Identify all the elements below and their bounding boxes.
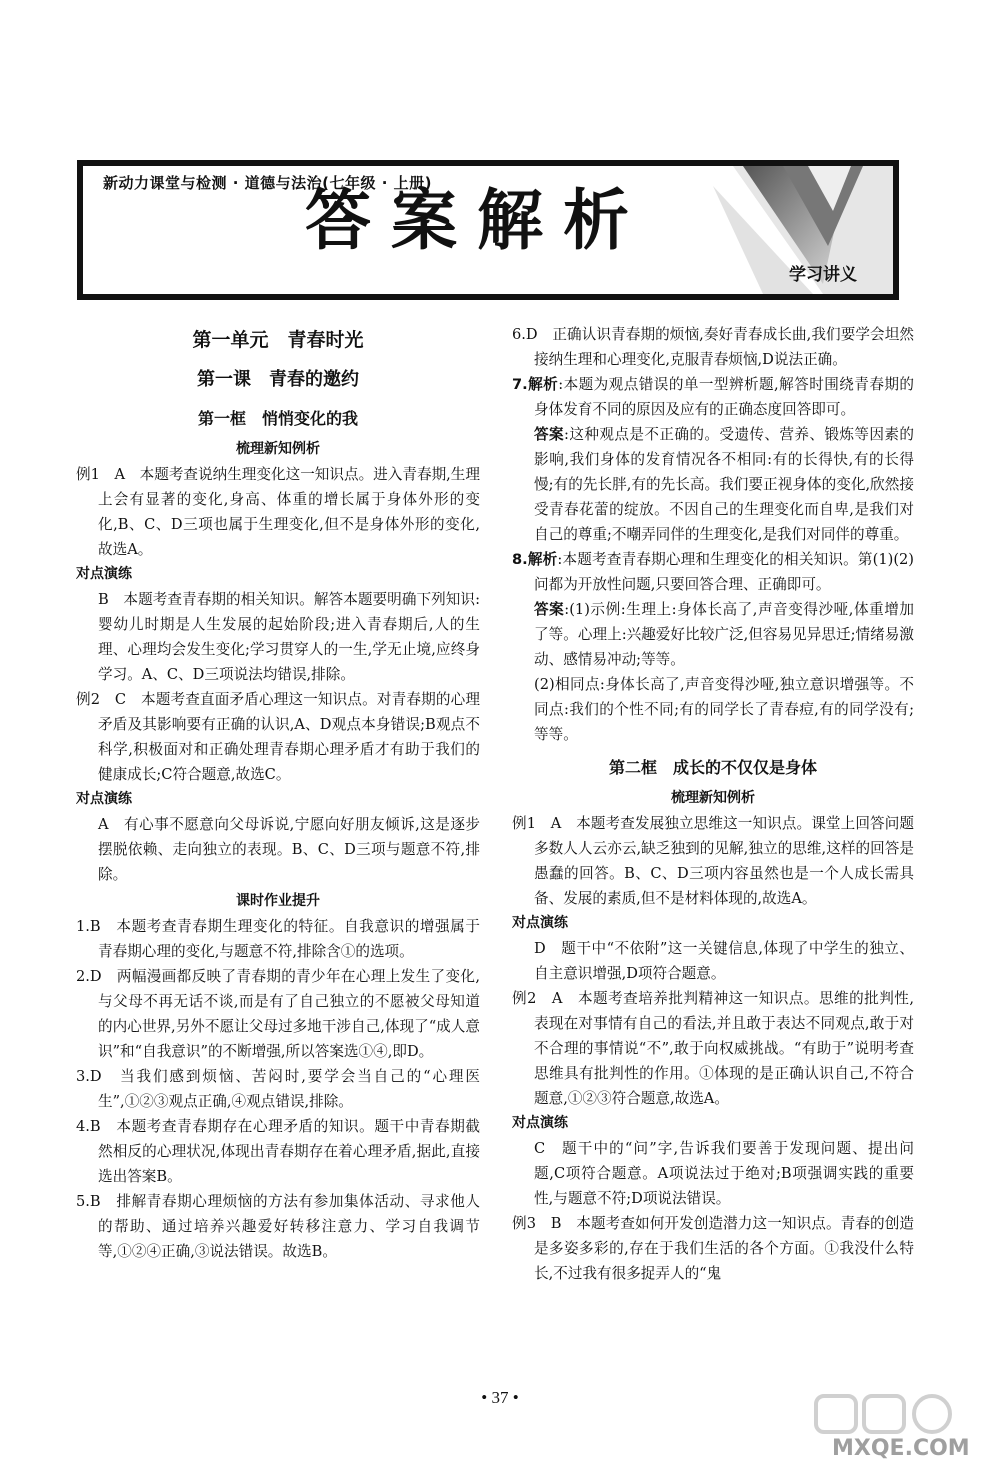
drill-1: B 本题考查青春期的相关知识。解答本题要明确下列知识:婴幼儿时期是人生发展的起始阶段;进入青春期后,人的生理、心理均会发生变化;学习贯穿人的一生,学无止境,应终身学习。A、C、D三项说法均错误,排除。 bbox=[98, 591, 480, 683]
drill-label: 对点演练 bbox=[512, 915, 568, 931]
page-title: 答案解析 bbox=[305, 182, 649, 259]
section-heading: 梳理新知例析 bbox=[671, 790, 755, 806]
header-banner bbox=[77, 160, 899, 300]
example-1: 例1 A 本题考查发展独立思维这一知识点。课堂上回答问题多数人人云亦云,缺乏独到的见解,独立的思维,这样的回答是愚蠢的回答。B、C、D三项内容虽然也是一个人成长需具备、发展的素质,但不是材料体现的,故选A。 bbox=[512, 815, 914, 907]
section-heading: 梳理新知例析 bbox=[236, 441, 320, 457]
series-title: 新动力课堂与检测 · 道德与法治(七年级 · 上册) bbox=[103, 174, 432, 192]
analysis-text: :本题为观点错误的单一型辨析题,解答时围绕青春期的身体发育不同的原因及应有的正确态度回答即可。 bbox=[534, 376, 915, 418]
example-3: 例3 B 本题考查如何开发创造潜力这一知识点。青春的创造是多姿多彩的,存在于我们生活的各个方面。①我没什么特长,不过我有很多捉弄人的“鬼 bbox=[512, 1215, 914, 1282]
analysis-text: :本题考查青春期心理和生理变化的相关知识。第(1)(2)问都为开放性问题,只要回答合理、正确即可。 bbox=[534, 551, 915, 593]
drill-label: 对点演练 bbox=[76, 566, 132, 582]
example-1: 例1 A 本题考查说纳生理变化这一知识点。进入青春期,生理上会有显著的变化,身高、体重的增长属于身体外形的变化,B、C、D三项也属于生理变化,但不是身体外形的变化,故选A。 bbox=[76, 466, 480, 558]
answer-8-part-1 bbox=[512, 597, 914, 672]
frame-heading: 第二框 成长的不仅仅是身体 bbox=[608, 758, 817, 777]
analysis-label: 8.解析 bbox=[512, 551, 558, 568]
example-2: 例2 A 本题考查培养批判精神这一知识点。思维的批判性,表现在对事情有自己的看法,并且敢于表达不同观点,敢于对不合理的事情说“不”,敢于向权威挑战。“有助于”说明考查思维具有批判性的作用。①体现的是正确认识自己,不符合题意,①②③符合题意,故选A。 bbox=[512, 990, 914, 1107]
analysis-label: 7.解析 bbox=[512, 376, 559, 393]
drill-2: A 有心事不愿意向父母诉说,宁愿向好朋友倾诉,这是逐步摆脱依赖、走向独立的表现。B、C、D三项与题意不符,排除。 bbox=[98, 816, 480, 883]
question-3: 3.D 当我们感到烦恼、苦闷时,要学会当自己的“心理医生”,①②③观点正确,④观点错误,排除。 bbox=[76, 1068, 480, 1110]
banner-subtitle: 学习讲义 bbox=[789, 265, 857, 285]
question-6: 6.D 正确认识青春期的烦恼,奏好青春成长曲,我们要学会坦然接纳生理和心理变化,克服青春烦恼,D说法正确。 bbox=[512, 326, 914, 368]
question-1: 1.B 本题考查青春期生理变化的特征。自我意识的增强属于青春期心理的变化,与题意不符,排除含①的选项。 bbox=[76, 918, 480, 960]
drill-1: D 题干中“不依附”这一关键信息,体现了中学生的独立、自主意识增强,D项符合题意。 bbox=[534, 940, 914, 982]
lesson-heading: 第一课 青春的邀约 bbox=[197, 369, 359, 390]
frame-heading: 第一框 悄悄变化的我 bbox=[197, 409, 358, 428]
drill-2: C 题干中的“问”字,告诉我们要善于发现问题、提出问题,C项符合题意。A项说法过于绝对;B项强调实践的重要性,与题意不符;D项说法错误。 bbox=[534, 1140, 914, 1207]
question-4: 4.B 本题考查青春期存在心理矛盾的知识。题干中青春期截然相反的心理状况,体现出青春期存在着心理矛盾,据此,直接选出答案B。 bbox=[76, 1118, 480, 1185]
answer-text: :这种观点是不正确的。受遗传、营养、锻炼等因素的影响,我们身体的发育情况各不相同:有的长得快,有的长得慢;有的先长胖,有的先长高。我们要正视身体的变化,欣然接受青春花蕾的绽放。不因自己的生理变化而自卑,是我们对自己的尊重;不嘲弄同伴的生理变化,是我们对同伴的尊重。 bbox=[534, 426, 914, 543]
question-7 bbox=[512, 372, 914, 422]
question-2: 2.D 两幅漫画都反映了青春期的青少年在心理上发生了变化,与父母不再无话不谈,而是有了自己独立的不愿被父母知道的内心世界,另外不愿让父母过多地干涉自己,体现了“成人意识”和“自我意识”的不断增强,所以答案选①④,即D。 bbox=[76, 968, 480, 1060]
right-column bbox=[512, 322, 914, 1286]
answer-8-part-2: (2)相同点:身体长高了,声音变得沙哑,独立意识增强等。不同点:我们的个性不同;有的同学长了青春痘,有的同学没有;等等。 bbox=[534, 676, 914, 743]
answer-label: 答案 bbox=[534, 426, 565, 443]
example-2: 例2 C 本题考查直面矛盾心理这一知识点。对青春期的心理矛盾及其影响要有正确的认识,A、D观点本身错误;B观点不科学,积极面对和正确处理青春期心理矛盾才有助于我们的健康成长;C符合题意,故选C。 bbox=[76, 691, 480, 783]
banner-inner bbox=[83, 166, 893, 294]
answer-label: 答案 bbox=[534, 601, 565, 618]
drill-label: 对点演练 bbox=[512, 1115, 568, 1131]
unit-heading: 第一单元 青春时光 bbox=[192, 329, 364, 351]
question-5: 5.B 排解青春期心理烦恼的方法有参加集体活动、寻求他人的帮助、通过培养兴趣爱好转移注意力、学习自我调节等,①②④正确,③说法错误。故选B。 bbox=[76, 1193, 480, 1260]
question-8 bbox=[512, 547, 914, 597]
drill-label: 对点演练 bbox=[76, 791, 132, 807]
watermark-text: MXQE.COM bbox=[832, 1436, 970, 1461]
left-column bbox=[76, 322, 480, 1264]
page-number: • 37 • bbox=[481, 1388, 519, 1407]
answer-text: :(1)示例:生理上:身体长高了,声音变得沙哑,体重增加了等。心理上:兴趣爱好比较广泛,但容易见异思迁;情绪易激动、感情易冲动;等等。 bbox=[534, 601, 914, 668]
answer-7 bbox=[512, 422, 914, 547]
section-heading: 课时作业提升 bbox=[236, 893, 320, 909]
